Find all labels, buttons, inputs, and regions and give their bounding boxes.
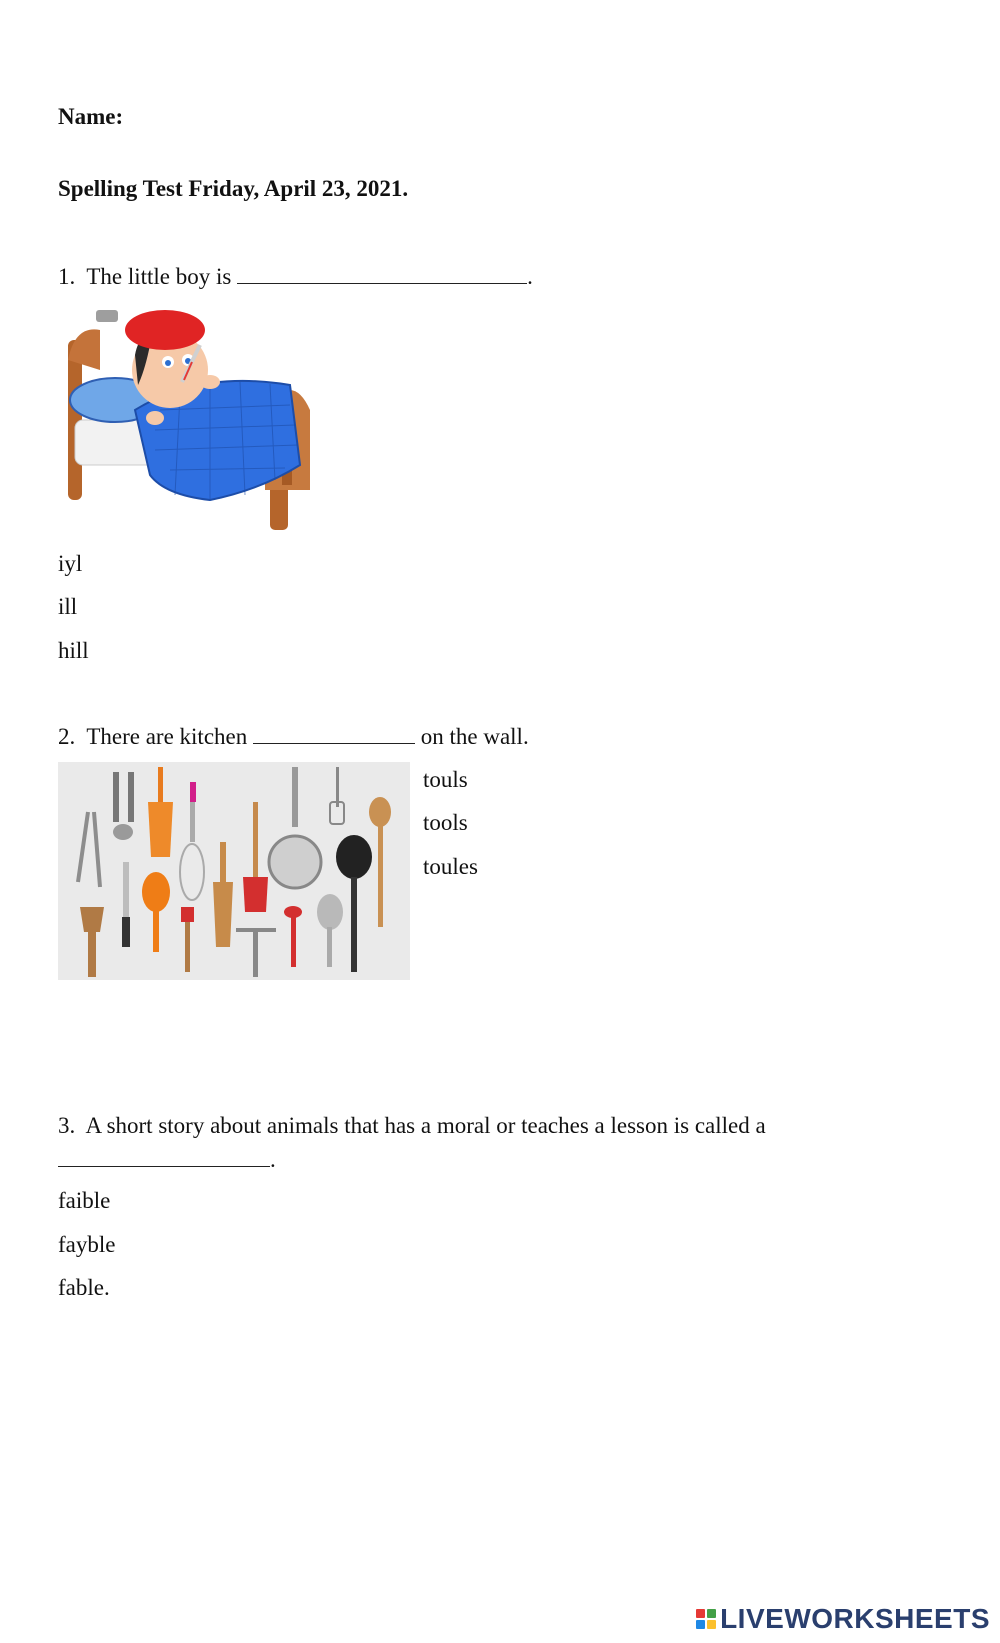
page-title: Spelling Test Friday, April 23, 2021. bbox=[58, 176, 409, 201]
question-text: There are kitchen bbox=[86, 724, 248, 749]
q2-option-3[interactable]: toules bbox=[423, 854, 478, 879]
question-number: 3. bbox=[58, 1113, 76, 1138]
question-text: A short story about animals that has a moral or teaches a lesson is called a bbox=[85, 1113, 766, 1138]
q3-option-3[interactable]: fable. bbox=[58, 1275, 110, 1300]
answer-blank[interactable] bbox=[58, 1146, 270, 1167]
sick-boy-image bbox=[60, 300, 320, 540]
answer-blank[interactable] bbox=[237, 263, 527, 284]
question-3 bbox=[58, 1112, 766, 1140]
q1-option-1[interactable]: iyl bbox=[58, 551, 83, 576]
q1-option-2[interactable]: ill bbox=[58, 594, 78, 619]
liveworksheets-logo[interactable] bbox=[696, 1603, 990, 1635]
kitchen-utensils-image bbox=[58, 762, 410, 980]
logo-text: LIVEWORKSHEETS bbox=[720, 1603, 990, 1634]
answer-blank[interactable] bbox=[253, 723, 415, 744]
question-text-end: on the wall. bbox=[420, 724, 529, 749]
q2-option-2[interactable]: tools bbox=[423, 810, 468, 835]
question-number: 2. bbox=[58, 724, 76, 749]
name-label: Name: bbox=[58, 104, 124, 129]
question-2 bbox=[58, 723, 529, 751]
question-end: . bbox=[527, 264, 533, 289]
question-text: The little boy is bbox=[86, 264, 232, 289]
q1-option-3[interactable]: hill bbox=[58, 638, 89, 663]
q3-option-1[interactable]: faible bbox=[58, 1188, 111, 1213]
logo-grid-icon bbox=[696, 1609, 716, 1629]
question-number: 1. bbox=[58, 264, 76, 289]
q2-option-1[interactable]: touls bbox=[423, 767, 468, 792]
question-3-blank-line bbox=[58, 1146, 276, 1174]
question-end: . bbox=[270, 1147, 276, 1172]
question-1 bbox=[58, 263, 533, 291]
q3-option-2[interactable]: fayble bbox=[58, 1232, 116, 1257]
